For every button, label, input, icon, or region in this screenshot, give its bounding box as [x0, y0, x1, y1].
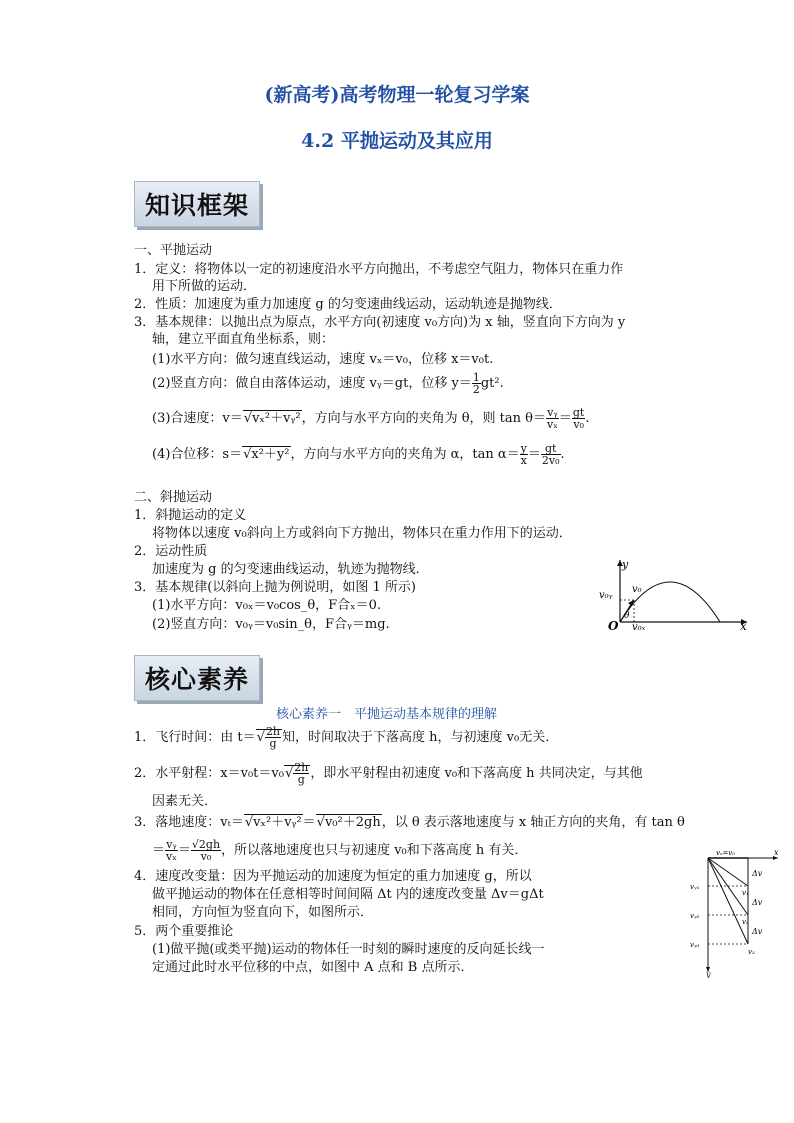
sqrt-expression: √vₓ²＋vᵧ²	[244, 815, 302, 830]
core-item3-text2: ，以 θ 表示落地速度与 x 轴正方向的夹角，有 tan θ	[381, 815, 685, 830]
part1-sub2-end: gt².	[480, 376, 504, 391]
v3-label: v₃	[748, 948, 755, 956]
v0x-label: v₀ₓ	[632, 622, 646, 632]
core-item3	[134, 815, 685, 831]
core-item1-text: 1．飞行时间：由 t＝	[134, 730, 256, 745]
sqrt-expression: √v₀²＋2gh	[316, 815, 381, 830]
part2-sub1: (1)水平方向：v₀ₓ＝v₀cos_θ，F合ₓ＝0.	[152, 598, 382, 613]
equals: ＝	[152, 843, 166, 858]
part1-item2: 2．性质：加速度为重力加速度 g 的匀变速曲线运动，运动轨迹是抛物线．	[134, 297, 562, 312]
part2-item2-body: 加速度为 g 的匀变速曲线运动，轨迹为抛物线．	[152, 562, 429, 577]
fraction	[520, 443, 528, 466]
part1-sub4-text: (4)合位移：s＝	[152, 447, 243, 462]
part2-heading: 二、斜抛运动	[134, 490, 213, 505]
fraction-numerator: 2h	[265, 725, 281, 738]
v0y-label: v₀ᵧ	[599, 590, 613, 601]
sqrt-body: x²＋y²	[251, 447, 290, 462]
v3-vector	[708, 858, 748, 944]
part1-item1-line1: 1．定义：将物体以一定的初速度沿水平方向抛出，不考虑空气阻力，物体只在重力作	[134, 262, 624, 277]
v2-vector	[708, 858, 748, 915]
period: .	[585, 411, 590, 426]
y-label: y	[706, 970, 711, 978]
theta-label: θ	[624, 611, 630, 621]
part1-sub3-text2: ，方向与水平方向的夹角为 θ，则 tan θ＝	[301, 411, 546, 426]
document-title: (新高考)高考物理一轮复习学案	[264, 84, 530, 106]
fraction-denominator: vₓ	[546, 418, 558, 431]
part2-item3: 3．基本规律(以斜向上抛为例说明，如图 1 所示)	[134, 580, 416, 595]
fraction-numerator: vᵧ	[166, 838, 177, 851]
equals: ＝	[558, 411, 572, 426]
fraction-numerator: gt	[541, 443, 561, 455]
dv-label-2: Δv	[752, 898, 763, 907]
equals: ＝	[302, 815, 316, 830]
core-item3-line2	[152, 836, 527, 866]
fraction	[191, 839, 221, 862]
y-label: y	[622, 558, 629, 571]
v2-label: v₂	[742, 918, 749, 926]
section-label-framework: 知识框架	[134, 181, 260, 227]
vy2-label: vᵧ₂	[690, 912, 700, 920]
velocity-change-figure	[686, 846, 786, 978]
fraction-denominator: v₀	[573, 418, 584, 431]
sqrt-expression: √ $\frac{2h}{g}$	[284, 761, 309, 786]
fraction-denominator: 2v₀	[541, 454, 560, 467]
part1-item1-line2: 用下所做的运动．	[152, 279, 257, 294]
fraction-numerator: gt	[572, 406, 585, 419]
v1-label: v₁	[742, 889, 749, 897]
fraction	[293, 762, 309, 785]
fraction	[165, 839, 178, 862]
part2-item2: 2．运动性质	[134, 544, 208, 559]
sqrt-expression: √vₓ²＋vᵧ²	[243, 411, 301, 426]
sqrt-expression: √ $\frac{2h}{g}$	[256, 725, 281, 750]
fraction-denominator: vₓ	[166, 850, 177, 863]
core-item1-text2: 知，时间取决于下落高度 h，与初速度 v₀无关．	[282, 730, 559, 745]
part1-sub2-fraction	[472, 372, 481, 395]
fraction-numerator: y	[520, 442, 527, 455]
core-subheading: 核心素养一 平抛运动基本规律的理解	[276, 707, 498, 722]
part1-item3-line1: 3．基本规律：以抛出点为原点，水平方向(初速度 v₀方向)为 x 轴，竖直向下方向为 y	[134, 315, 626, 330]
sqrt-body: vₓ²＋vᵧ²	[252, 411, 301, 426]
core-item5-sub1-line1: (1)做平抛(或类平抛)运动的物体任一时刻的瞬时速度的反向延长线一	[152, 942, 545, 957]
section-label-core: 核心素养	[134, 655, 260, 701]
fraction	[572, 407, 585, 430]
core-item5: 5．两个重要推论	[134, 924, 234, 939]
x-label: x	[740, 619, 747, 632]
fraction-numerator: 2h	[294, 761, 309, 774]
fraction-denominator: x	[520, 454, 527, 467]
part1-sub2	[152, 372, 504, 396]
part1-item3-line2: 轴，建立平面直角坐标系，则：	[152, 332, 335, 347]
fraction	[546, 407, 559, 430]
part1-sub1: (1)水平方向：做匀速直线运动，速度 vₓ＝v₀，位移 x＝v₀t.	[152, 352, 494, 367]
core-item4-line2: 做平抛运动的物体在任意相等时间间隔 Δt 内的速度改变量 Δv＝gΔt	[152, 887, 544, 902]
sqrt-expression: √x²＋y²	[243, 447, 290, 462]
core-item4-line3: 相同，方向恒为竖直向下，如图所示．	[152, 905, 374, 920]
sqrt-body: vₓ²＋vᵧ²	[253, 815, 302, 830]
vx-label: vₓ=v₀	[716, 849, 736, 857]
fraction-numerator: 1	[472, 371, 480, 384]
x-label: x	[774, 848, 779, 857]
core-item2-line2: 因素无关．	[152, 794, 218, 809]
core-item1	[134, 722, 558, 754]
part1-heading: 一、平抛运动	[134, 243, 213, 258]
part2-sub2: (2)竖直方向：v₀ᵧ＝v₀sin_θ，F合ᵧ＝mg.	[152, 617, 390, 632]
core-item2-text2: ，即水平射程由初速度 v₀和下落高度 h 共同决定，与其他	[310, 766, 643, 781]
part1-sub4	[152, 442, 565, 468]
core-item3-text: 3．落地速度：vₜ＝	[134, 815, 244, 830]
fraction-denominator: v₀	[200, 850, 212, 863]
core-item2	[134, 758, 643, 790]
period: .	[560, 447, 565, 462]
core-item3-text3: ，所以落地速度也只与初速度 v₀和下落高度 h 有关．	[221, 843, 528, 858]
oblique-projectile-figure	[592, 556, 752, 632]
part2-item1: 1．斜抛运动的定义	[134, 508, 247, 523]
part2-item1-body: 将物体以速度 v₀斜向上方或斜向下方抛出，物体只在重力作用下的运动．	[152, 526, 572, 541]
equals: ＝	[177, 843, 191, 858]
core-item4-line1: 4．速度改变量：因为平抛运动的加速度为恒定的重力加速度 g，所以	[134, 869, 532, 884]
core-item5-sub1-line2: 定通过此时水平位移的中点，如图中 A 点和 B 点所示．	[152, 960, 474, 975]
document-subtitle: 4.2 平抛运动及其应用	[301, 130, 493, 152]
sqrt-body: v₀²＋2gh	[324, 815, 381, 830]
fraction	[541, 443, 561, 466]
vy3-label: vᵧ₃	[690, 941, 700, 949]
v0-label: v₀	[632, 584, 642, 595]
part1-sub3	[152, 406, 590, 432]
core-item2-text: 2．水平射程：x＝v₀t＝v₀	[134, 766, 284, 781]
origin-label: O	[608, 619, 619, 632]
fraction-denominator: g	[269, 737, 277, 750]
dv-label-1: Δv	[752, 869, 763, 878]
equals: ＝	[527, 447, 541, 462]
fraction-numerator: vᵧ	[547, 406, 558, 419]
fraction-numerator: √2gh	[191, 838, 221, 851]
fraction	[265, 726, 281, 749]
part1-sub4-text2: ，方向与水平方向的夹角为 α，tan α＝	[290, 447, 520, 462]
dv-label-3: Δv	[752, 927, 763, 936]
fraction-denominator: 2	[472, 383, 480, 396]
fraction-denominator: g	[297, 773, 305, 786]
part1-sub3-text: (3)合速度：v＝	[152, 411, 243, 426]
part1-sub2-text: (2)竖直方向：做自由落体运动，速度 vᵧ＝gt，位移 y＝	[152, 376, 472, 391]
vy1-label: vᵧ₁	[690, 883, 700, 891]
